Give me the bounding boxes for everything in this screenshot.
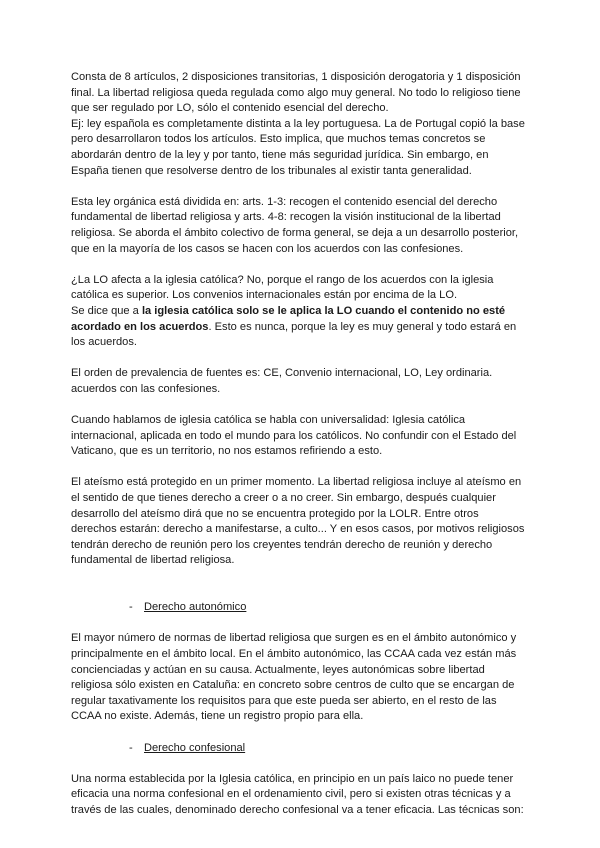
paragraph-prevalence: El orden de prevalencia de fuentes es: CE, Convenio internacional, LO, Ley ordinaria. acuerdos con las confesiones. bbox=[71, 367, 493, 395]
bullet-dash: - bbox=[129, 741, 133, 754]
paragraph-autonomic: El mayor número de normas de libertad religiosa que surgen es en el ámbito autonómico y principalmente en el ámbito local. En el ámbito autonómico, las CCAA cada vez están más concienciadas y actúan en su causa. Actualmente, leyes autonómicas sobre libertad religiosa sólo existen en Cataluña: en concreto sobre centros de culto que se encargan de regular taxativamente los requisitos para que este pueda ser abierto, en el resto de las CCAA no existe. Además, tiene un registro propio para ella. bbox=[71, 632, 517, 723]
paragraph-universality: Cuando hablamos de iglesia católica se habla con universalidad: Iglesia católica internacional, aplicada en todo el mundo para los católicos. No confundir con el Estado del Vaticano, que es un territorio, no nos estamos refiriendo a esto. bbox=[71, 414, 517, 458]
document-body bbox=[71, 70, 527, 834]
text-pre: Se dice que a bbox=[71, 304, 142, 317]
paragraph-division: Esta ley orgánica está dividida en: arts. 1-3: recogen el contenido esencial del derecho fundamental de libertad religiosa y arts. 4-8: recogen la visión institucional de la libertad religiosa. Se aborda el ámbito colectivo de forma general, se deja a un desarrollo posterior, que en la mayoría de los casos se hacen con los acuerdos con las confesiones. bbox=[71, 195, 519, 255]
heading-text: Derecho confesional bbox=[144, 741, 246, 754]
paragraph-structure: Consta de 8 artículos, 2 disposiciones transitorias, 1 disposición derogatoria y 1 disposición final. La libertad religiosa queda regulada como algo muy general. No todo lo religioso tiene que ser regulado por LO, sólo el contenido esencial del derecho. bbox=[71, 71, 521, 115]
paragraph-example: Ej: ley española es completamente distinta a la ley portuguesa. La de Portugal copió la base pero desarrollaron todos los artículos. Esto implica, que muchos temas concretos se abordarán dentro de la ley y por tanto, tiene más seguridad jurídica. Sin embargo, en España tienen que resolverse dentro de los tribunales al existir tanta generalidad. bbox=[71, 117, 525, 177]
paragraph-atheism: El ateísmo está protegido en un primer momento. La libertad religiosa incluye al ateísmo en el sentido de que tienes derecho a creer o a no creer. Sin embargo, después cualquier desarrollo del ateísmo dirá que no se encuentra protegido por la LOLR. Entre otros derechos estarán: derecho a manifestarse, a culto... Y en esos casos, por motivos religiosos tendrán derecho de reunión pero los creyentes tendrán derecho de reunión y derecho fundamental de libertad religiosa. bbox=[71, 476, 525, 567]
text-bold: la iglesia católica solo se le aplica la LO cuando el contenido no esté acordado en los acuerdos bbox=[71, 304, 506, 333]
bullet-dash: - bbox=[129, 601, 133, 614]
paragraph-catholic-question: ¿La LO afecta a la iglesia católica? No, porque el rango de los acuerdos con la iglesia católica es superior. Los convenios internacionales están por encima de la LO. bbox=[71, 273, 494, 302]
text-post: . Esto es nunca, porque la ley es muy general y todo estará en los acuerdos. bbox=[71, 320, 517, 349]
paragraph-catholic-rule bbox=[71, 304, 527, 351]
spacer bbox=[71, 585, 527, 601]
heading-derecho-autonomico bbox=[71, 600, 527, 616]
heading-derecho-confesional bbox=[71, 741, 527, 757]
heading-text: Derecho autonómico bbox=[144, 601, 247, 614]
paragraph-confessional: Una norma establecida por la Iglesia católica, en principio en un país laico no puede tener eficacia una norma confesional en el ordenamiento civil, pero si existen otras técnicas y a través de las cuales, denominado derecho confesional va a tener eficacia. Las técnicas son: bbox=[71, 772, 524, 816]
